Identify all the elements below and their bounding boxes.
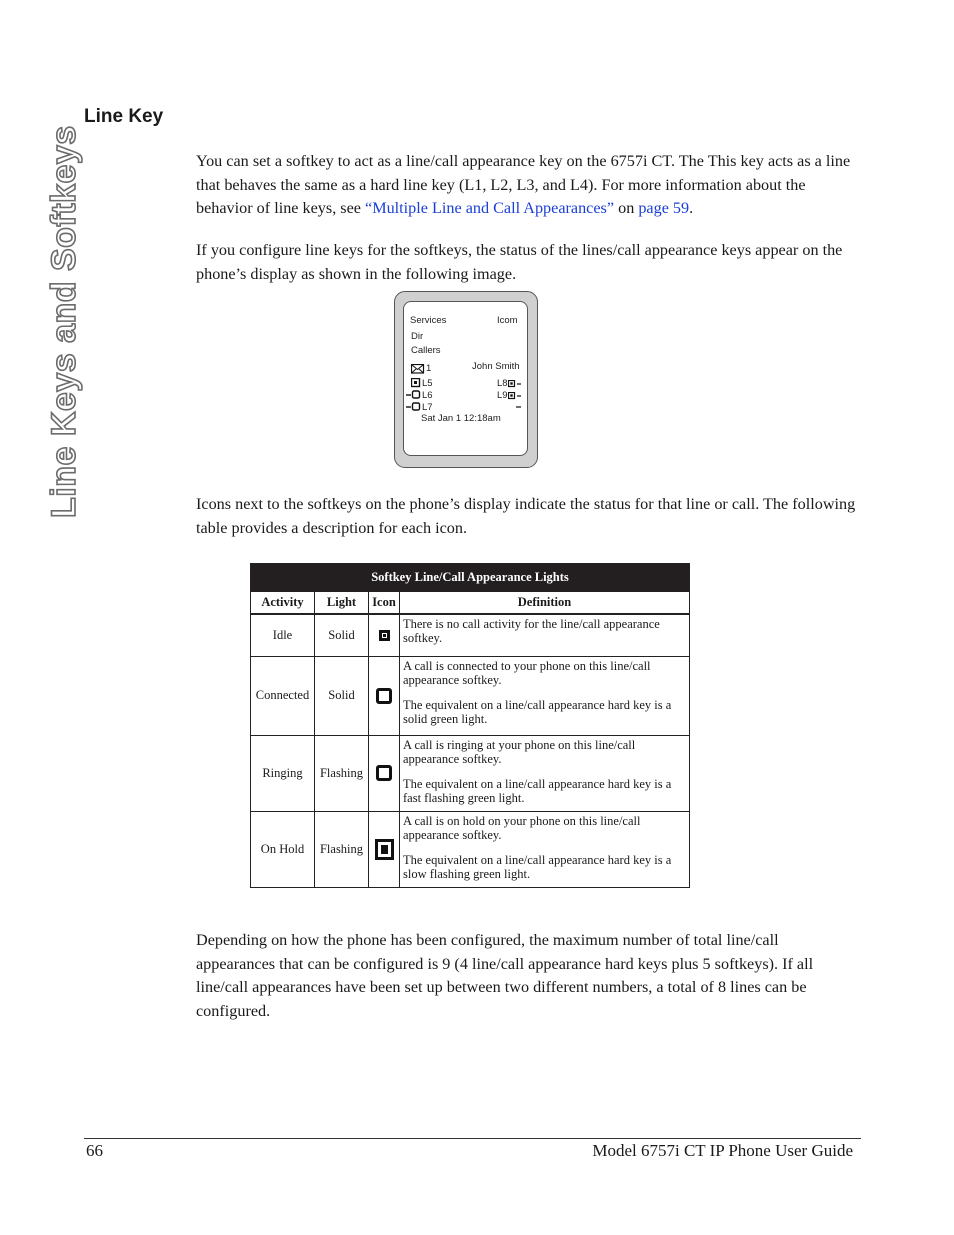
date-time: Sat Jan 1 12:18am: [421, 413, 501, 424]
side-tab-title: [35, 110, 87, 520]
icon-cell: [369, 735, 400, 811]
multiple-line-link[interactable]: “Multiple Line and Call Appearances”: [365, 199, 615, 217]
line-l5: L5: [422, 378, 433, 389]
icon-cell: [369, 656, 400, 735]
header-light: Light: [315, 592, 369, 615]
icons-paragraph: Icons next to the softkeys on the phone’s display indicate the status for that line or call. The following table provides a description for each icon.: [196, 495, 856, 537]
idle-icon: [508, 392, 522, 400]
activity-cell: Connected: [251, 656, 315, 735]
definition-cell: There is no call activity for the line/call appearance softkey.: [400, 614, 690, 656]
callers-label: Callers: [411, 345, 441, 356]
header-definition: Definition: [400, 592, 690, 615]
caller-name: John Smith: [472, 361, 520, 372]
line-l6: L6: [422, 390, 433, 401]
intro-paragraph: You can set a softkey to act as a line/call appearance key on the 6757i CT. The This key acts as a line that behaves the same as a hard line key (L1, L2, L3, and L4). For more information about the behavior of line keys, see “Multiple Line and Call Appearances” on page 59.: [196, 152, 851, 217]
services-label: Services: [410, 315, 447, 326]
line-l7: L7: [422, 402, 433, 413]
dir-label: Dir: [411, 331, 424, 342]
light-cell: Flashing: [315, 811, 369, 887]
line-l9: L9: [497, 390, 508, 401]
light-cell: Solid: [315, 656, 369, 735]
page-59-link[interactable]: page 59: [638, 199, 690, 217]
softkey-lights-table: [250, 563, 690, 888]
message-count: 1: [426, 363, 432, 374]
side-tab-text: Line Keys and Softkeys: [45, 125, 83, 518]
display-paragraph: If you configure line keys for the softkeys, the status of the lines/call appearance keys appear on the phone’s display as shown in the following image.: [196, 241, 843, 283]
connected-icon: [376, 688, 392, 704]
table-row: [251, 656, 690, 735]
idle-icon: [508, 380, 522, 388]
table-caption: Softkey Line/Call Appearance Lights: [251, 564, 690, 592]
header-icon: Icon: [369, 592, 400, 615]
table-row: [251, 735, 690, 811]
connected-icon: [406, 390, 421, 400]
definition-cell: A call is on hold on your phone on this line/call appearance softkey. The equivalent on a line/call appearance hard key is a slow flashing green light.: [400, 811, 690, 887]
connected-icon: [406, 402, 421, 412]
envelope-icon: [411, 364, 425, 374]
idle-icon: [379, 630, 390, 641]
light-cell: Solid: [315, 614, 369, 656]
phone-screen: [403, 301, 528, 456]
idle-icon: [411, 378, 421, 388]
section-title: Line Key: [84, 106, 164, 127]
page-number: 66: [86, 1141, 103, 1160]
on-hold-icon: [375, 839, 394, 860]
footer-divider: [84, 1138, 861, 1139]
header-activity: Activity: [251, 592, 315, 615]
definition-cell: A call is connected to your phone on this line/call appearance softkey. The equivalent on a line/call appearance hard key is a solid green light.: [400, 656, 690, 735]
table-row: [251, 614, 690, 656]
light-cell: Flashing: [315, 735, 369, 811]
configuration-paragraph: Depending on how the phone has been configured, the maximum number of total line/call appearances that can be configured is 9 (4 line/call appearance hard keys plus 5 softkeys). If all line/call appearances have been set up between two different numbers, a total of 8 lines can be configured.: [196, 931, 814, 1020]
activity-cell: Ringing: [251, 735, 315, 811]
ringing-icon: [376, 765, 392, 781]
activity-cell: On Hold: [251, 811, 315, 887]
icon-cell: [369, 811, 400, 887]
empty-line-indicator: [514, 404, 522, 410]
icon-cell: [369, 614, 400, 656]
table-row: [251, 811, 690, 887]
definition-cell: A call is ringing at your phone on this line/call appearance softkey. The equivalent on a line/call appearance hard key is a fast flashing green light.: [400, 735, 690, 811]
activity-cell: Idle: [251, 614, 315, 656]
line-l8: L8: [497, 378, 508, 389]
phone-display-image: [394, 291, 538, 468]
guide-title: Model 6757i CT IP Phone User Guide: [592, 1141, 853, 1160]
icom-label: Icom: [497, 315, 518, 326]
